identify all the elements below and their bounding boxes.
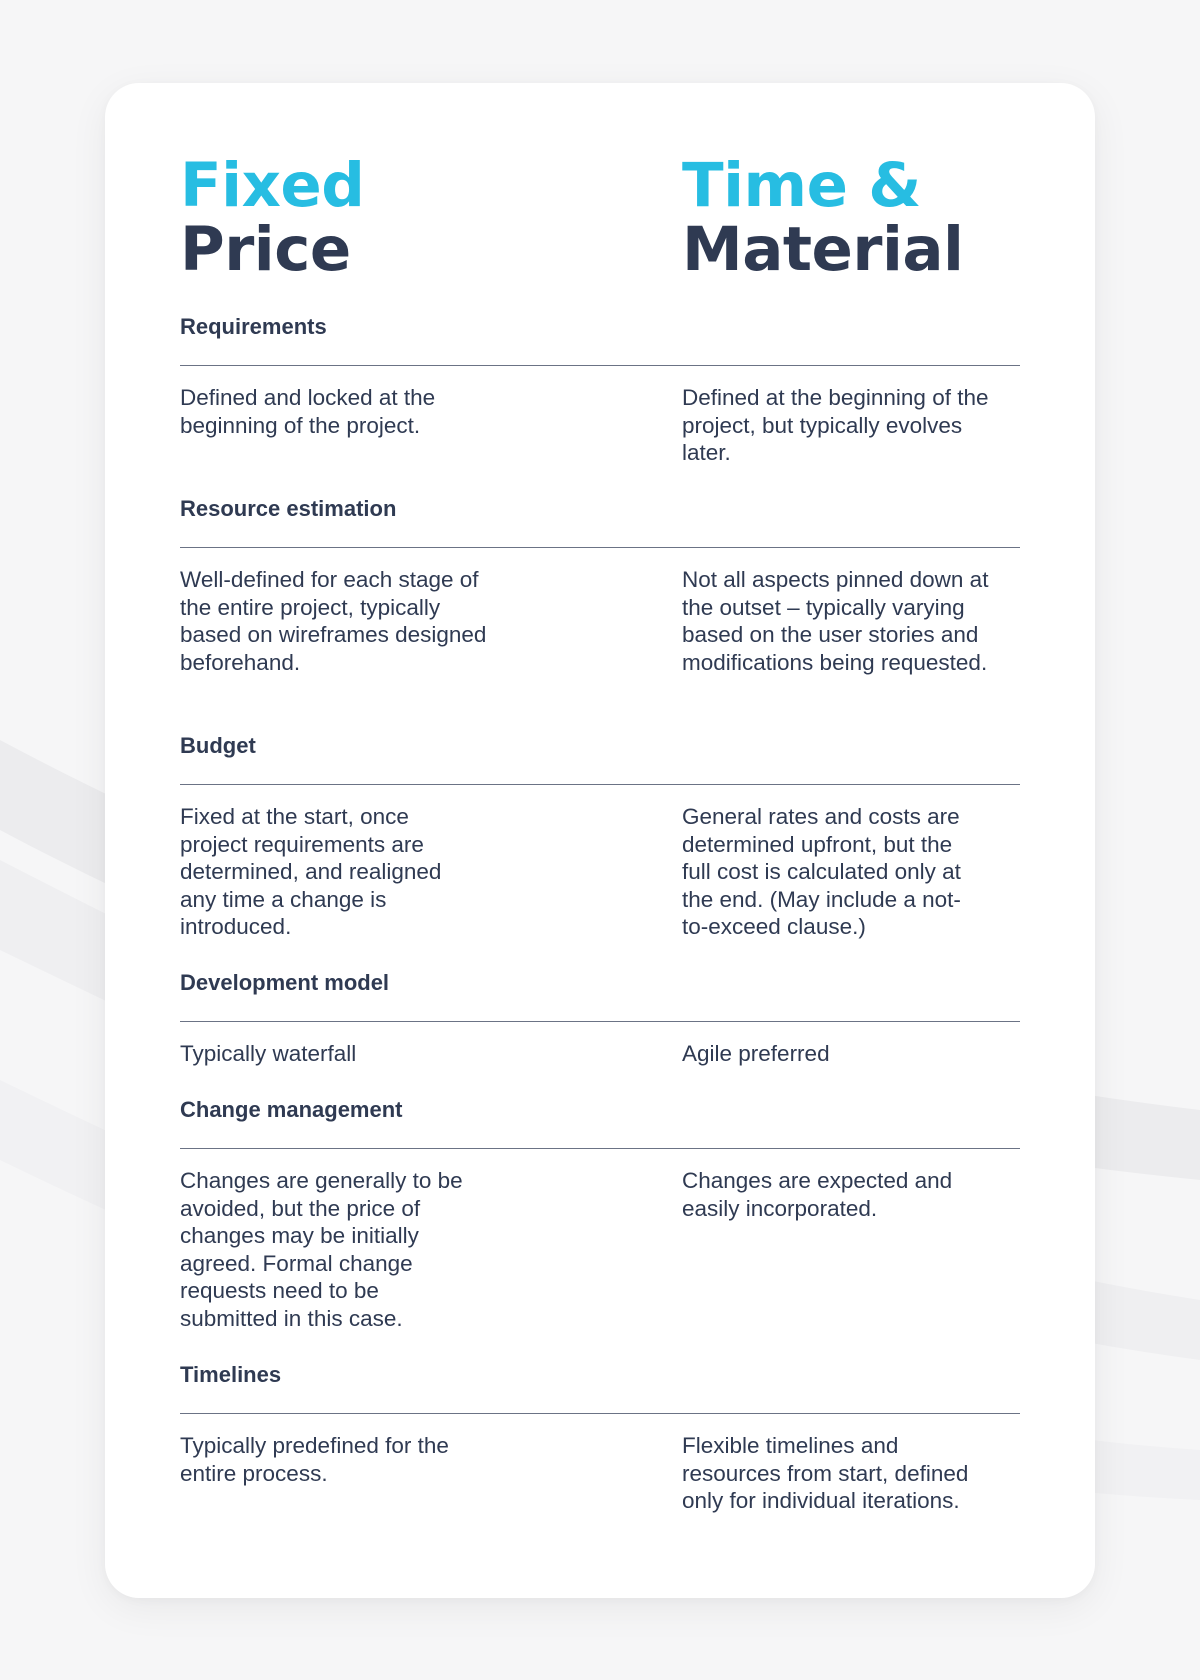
time-material-heading — [682, 150, 964, 285]
time-material-cell: Agile preferred — [682, 1041, 830, 1066]
time-material-cell: Defined at the beginning of the project, but typically evolves later. — [682, 385, 989, 465]
section-title: Resource estimation — [180, 496, 397, 521]
time-material-cell: Changes are expected and easily incorporated. — [682, 1168, 953, 1221]
section-requirements — [180, 314, 1020, 465]
fixed-price-cell: Fixed at the start, once project requirements are determined, and realigned any time a change is introduced. — [180, 804, 442, 939]
time-material-cell: Not all aspects pinned down at the outset – typically varying based on the user stories and modifications being requested. — [682, 567, 989, 675]
time-material-cell: Flexible timelines and resources from start, defined only for individual iterations. — [682, 1433, 969, 1513]
fixed-price-cell: Defined and locked at the beginning of the project. — [180, 385, 436, 438]
section-divider — [180, 1148, 1020, 1149]
section-title: Budget — [180, 733, 256, 758]
section-divider — [180, 1021, 1020, 1022]
time-material-cell: General rates and costs are determined upfront, but the full cost is calculated only at the end. (May include a not-to-exceed clause.) — [682, 804, 961, 939]
section-title: Timelines — [180, 1362, 282, 1387]
fixed-price-heading-line2: Price — [180, 214, 351, 285]
section-timelines — [180, 1362, 1020, 1513]
section-divider — [180, 365, 1020, 366]
section-divider — [180, 547, 1020, 548]
section-change-management — [180, 1097, 1020, 1331]
section-divider — [180, 1413, 1020, 1414]
section-title: Change management — [180, 1097, 403, 1122]
section-budget — [180, 733, 1020, 939]
fixed-price-heading — [180, 150, 365, 285]
fixed-price-cell: Changes are generally to be avoided, but the price of changes may be initially agreed. Formal change requests need to be submitted in this case. — [180, 1168, 463, 1331]
fixed-price-cell: Well-defined for each stage of the entire project, typically based on wireframes designed beforehand. — [180, 567, 487, 675]
fixed-price-cell: Typically predefined for the entire process. — [180, 1433, 449, 1486]
section-resource-estimation — [180, 496, 1020, 675]
section-divider — [180, 784, 1020, 785]
fixed-price-heading-line1: Fixed — [180, 150, 365, 221]
time-material-heading-line2: Material — [682, 214, 964, 285]
comparison-card — [105, 83, 1095, 1598]
time-material-heading-line1: Time & — [682, 150, 921, 221]
fixed-price-cell: Typically waterfall — [180, 1041, 357, 1066]
section-title: Requirements — [180, 314, 327, 339]
section-development-model — [180, 970, 1020, 1066]
section-title: Development model — [180, 970, 390, 995]
